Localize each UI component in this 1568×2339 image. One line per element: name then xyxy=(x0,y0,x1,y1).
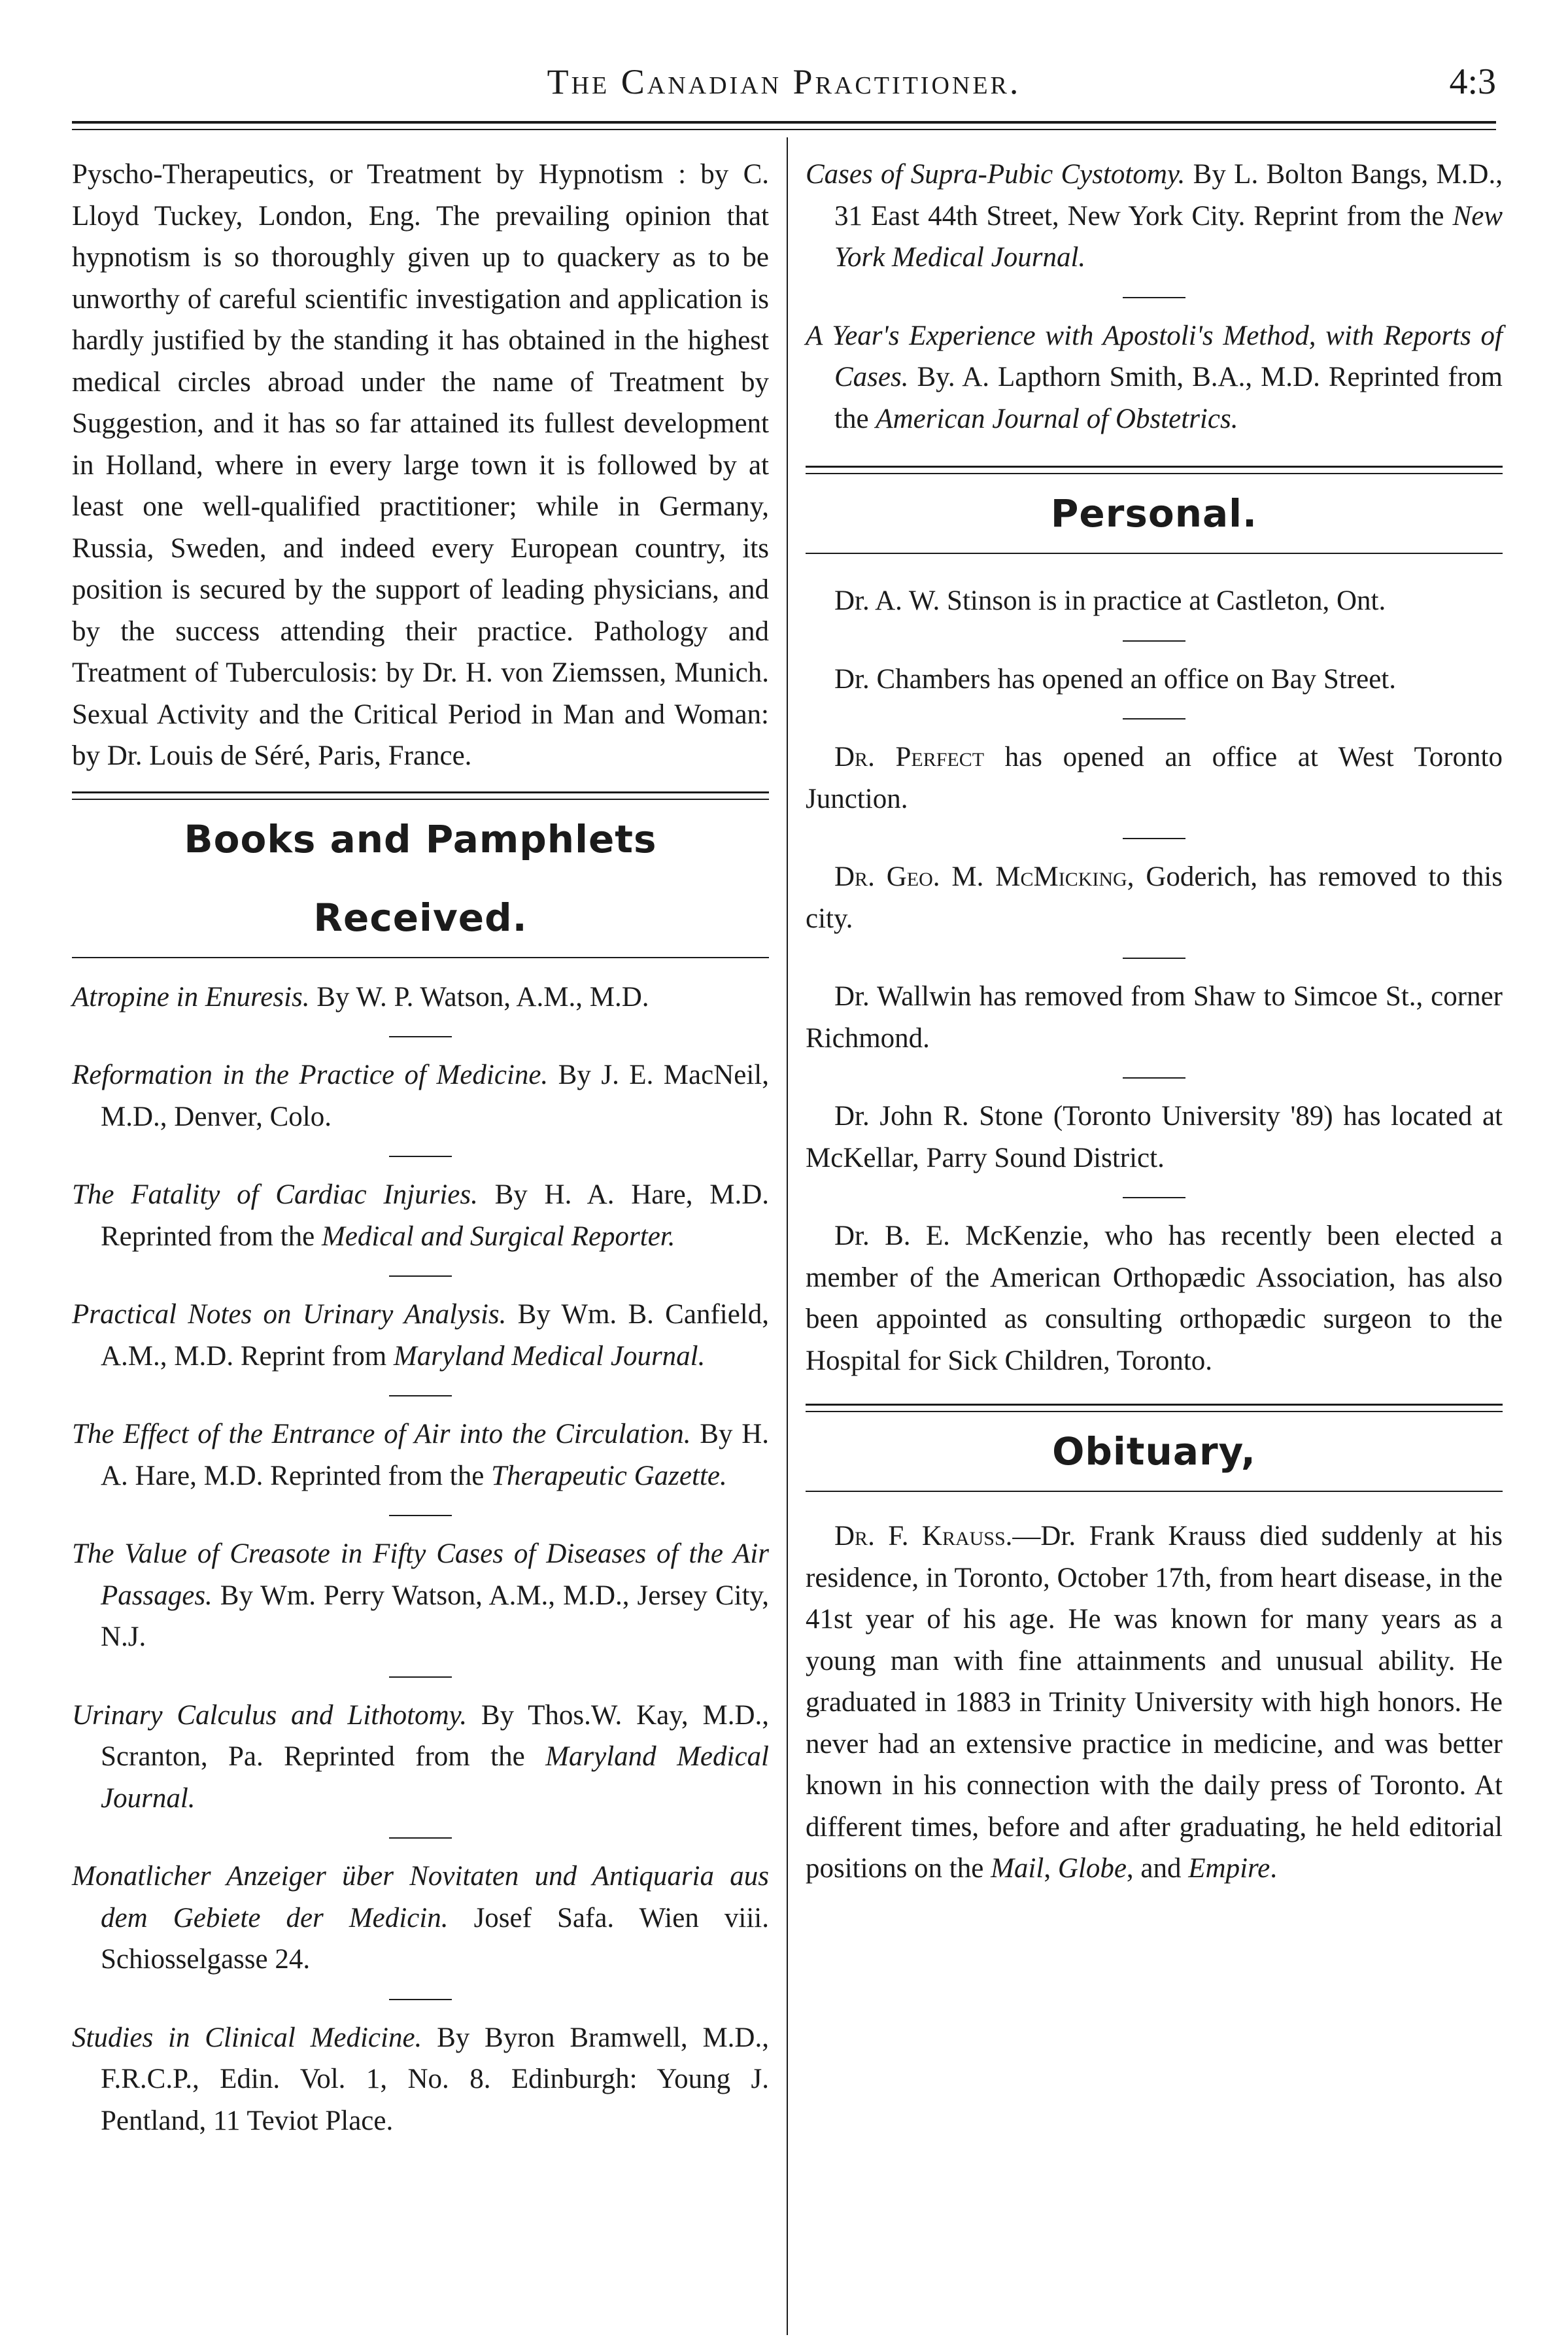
entry-separator xyxy=(389,1515,452,1516)
entry-separator xyxy=(1123,838,1185,839)
entry-separator xyxy=(389,1275,452,1277)
book-entry: Atropine in Enuresis. By W. P. Watson, A.M., M.D. xyxy=(72,981,649,1013)
entry-separator xyxy=(389,1395,452,1396)
entry-separator xyxy=(1123,718,1185,719)
books-rule-top xyxy=(72,791,769,800)
page-header xyxy=(72,52,1496,111)
right-column xyxy=(806,154,1503,2312)
book-entry: Reformation in the Practice of Medicine. By J. E. MacNeil, M.D., Denver, Colo. xyxy=(72,1060,769,1132)
header-rule xyxy=(72,121,1496,130)
personal-rule-top xyxy=(806,466,1503,474)
entry-separator xyxy=(389,1036,452,1037)
entry-separator xyxy=(389,1999,452,2000)
personal-item: Dr. B. E. McKenzie, who has recently been elected a member of the American Orthopædic Association, has also been appointed as consulting orthopædic surgeon to the Hospital for Sick Children, Toronto. xyxy=(806,1221,1503,1376)
entry-separator xyxy=(1123,297,1185,298)
entry-separator xyxy=(1123,1197,1185,1198)
obituary-heading: Obituary, xyxy=(1052,1429,1256,1474)
personal-item: Dr. John R. Stone (Toronto University '89) has located at McKellar, Parry Sound District. xyxy=(806,1101,1503,1173)
book-entry: A Year's Experience with Apostoli's Method, with Reports of Cases. By. A. Lapthorn Smith, B.A., M.D. Reprinted from the American Journal of Obstetrics. xyxy=(806,320,1503,434)
personal-rule-bottom xyxy=(806,553,1503,554)
personal-heading: Personal. xyxy=(1050,491,1258,536)
journal-title: The Canadian Practitioner. xyxy=(547,62,1021,101)
entry-separator xyxy=(1123,640,1185,642)
obituary-rule-top xyxy=(806,1404,1503,1412)
column-divider xyxy=(787,137,788,2335)
entry-separator xyxy=(389,1837,452,1839)
obituary-rule-bottom xyxy=(806,1491,1503,1492)
intro-paragraph: Pyscho-Therapeutics, or Treatment by Hypnotism : by C. Lloyd Tuckey, London, Eng. The prevailing opinion that hypnotism is so thoroughly given up to quackery as to be unworthy of careful scientific investigation and application is hardly justified by the standing it has obtained in the highest medical circles abroad under the name of Treatment by Suggestion, and it has so far attained its fullest development in Holland, where in every large town it is followed by at least one well-qualified practitioner; while in Germany, Russia, Sweden, and indeed every European country, its position is secured by the support of leading physicians, and by the success attending their practice. Pathology and Treatment of Tuberculosis: by Dr. H. von Ziemssen, Munich. Sexual Activity and the Critical Period in Man and Woman: by Dr. Louis de Séré, Paris, France. xyxy=(72,159,769,771)
obituary-item: Dr. F. Krauss.—Dr. Frank Krauss died suddenly at his residence, in Toronto, October 17th, from heart disease, in the 41st year of his age. He was known for many years as a young man with fine attainments and unusual ability. He graduated in 1883 in Trinity University with high honors. He never had an extensive practice in medicine, and was better known in his connection with the daily press of Toronto. At different times, before and after graduating, he held editorial positions on the Mail, Globe, and Empire. xyxy=(806,1521,1503,1884)
book-entry: Practical Notes on Urinary Analysis. By Wm. B. Canfield, A.M., M.D. Reprint from Maryland Medical Journal. xyxy=(72,1299,770,1372)
personal-item: Dr. Perfect has opened an office at West Toronto Junction. xyxy=(806,742,1503,814)
book-entry: The Fatality of Cardiac Injuries. By H. A. Hare, M.D. Reprinted from the Medical and Surgical Reporter. xyxy=(72,1179,770,1252)
personal-item: Dr. Geo. M. McMicking, Goderich, has removed to this city. xyxy=(806,861,1503,934)
book-entry: Studies in Clinical Medicine. By Byron Bramwell, M.D., F.R.C.P., Edin. Vol. 1, No. 8. Edinburgh: Young J. Pentland, 11 Teviot Place. xyxy=(72,2022,769,2136)
page-number: 4:3 xyxy=(1449,61,1496,102)
personal-item: Dr. Chambers has opened an office on Bay Street. xyxy=(834,663,1396,695)
personal-item: Dr. A. W. Stinson is in practice at Castleton, Ont. xyxy=(834,585,1386,616)
books-heading: Books and Pamphlets Received. xyxy=(184,816,657,940)
entry-separator xyxy=(1123,1077,1185,1079)
left-column xyxy=(72,154,769,2312)
entry-separator xyxy=(389,1156,452,1157)
book-entry: Cases of Supra-Pubic Cystotomy. By L. Bolton Bangs, M.D., 31 East 44th Street, New York City. Reprint from the New York Medical Journal. xyxy=(806,159,1503,273)
book-entry: The Effect of the Entrance of Air into the Circulation. By H. A. Hare, M.D. Reprinted from the Therapeutic Gazette. xyxy=(72,1419,769,1491)
personal-item: Dr. Wallwin has removed from Shaw to Simcoe St., corner Richmond. xyxy=(806,981,1503,1054)
book-entry: Urinary Calculus and Lithotomy. By Thos.W. Kay, M.D., Scranton, Pa. Reprinted from the Maryland Medical Journal. xyxy=(72,1699,769,1814)
book-entry: The Value of Creasote in Fifty Cases of Diseases of the Air Passages. By Wm. Perry Watson, A.M., M.D., Jersey City, N.J. xyxy=(72,1538,769,1652)
book-entry: Monatlicher Anzeiger über Novitaten und Antiquaria aus dem Gebiete der Medicin. Josef Safa. Wien viii. Schiosselgasse 24. xyxy=(72,1861,769,1975)
entry-separator xyxy=(1123,958,1185,959)
entry-separator xyxy=(389,1676,452,1678)
books-rule-bottom xyxy=(72,957,769,958)
